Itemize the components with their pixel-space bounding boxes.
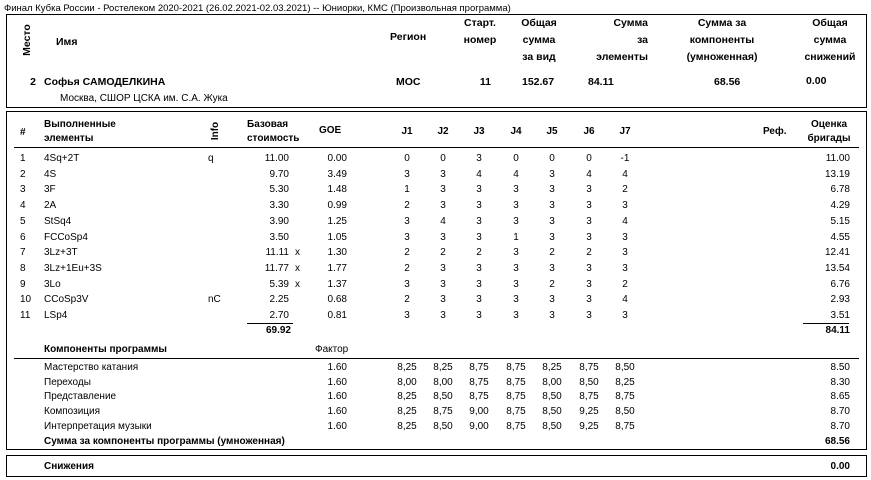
- component-judge-1: 8,25: [397, 420, 417, 432]
- element-base-value: 2.25: [269, 294, 289, 306]
- component-judge-5: 8,00: [542, 376, 562, 388]
- element-judge-5: 2: [549, 247, 555, 259]
- element-judge-5: 3: [549, 294, 555, 306]
- element-judge-7: 3: [622, 200, 628, 212]
- element-code: 4Sq+2T: [44, 153, 80, 164]
- element-goe: 1.48: [327, 184, 347, 196]
- element-panel-score: 6.78: [830, 184, 850, 196]
- element-judge-3: 3: [476, 278, 482, 290]
- judge-header-2: J2: [437, 126, 449, 137]
- element-judge-6: 3: [586, 262, 592, 274]
- skater-components-score: 68.56: [714, 76, 741, 88]
- element-judge-3: 3: [476, 215, 482, 227]
- element-goe: 0.99: [327, 200, 347, 212]
- skater-start-number: 11: [479, 76, 491, 88]
- start-number-header: Старт. номер: [463, 17, 497, 46]
- component-judge-4: 8,75: [506, 362, 526, 373]
- element-judge-5: 3: [549, 262, 555, 274]
- element-judge-4: 3: [513, 262, 519, 274]
- element-judge-4: 3: [513, 278, 519, 290]
- element-judge-1: 0: [404, 153, 410, 164]
- element-judge-4: 0: [513, 153, 519, 164]
- component-judge-2: 8,00: [433, 376, 453, 388]
- info-header: Info: [210, 121, 221, 141]
- component-name: Композиция: [44, 406, 101, 418]
- component-name: Представление: [44, 391, 117, 403]
- element-code: 3F: [44, 184, 56, 196]
- element-judge-5: 3: [549, 168, 555, 180]
- element-number: 2: [20, 168, 26, 180]
- element-judge-1: 2: [404, 247, 410, 259]
- element-goe: 0.00: [327, 153, 347, 164]
- element-judge-7: 3: [622, 247, 628, 259]
- element-judge-6: 2: [586, 247, 592, 259]
- element-panel-score: 12.41: [824, 247, 850, 259]
- element-goe: 1.25: [327, 215, 347, 227]
- component-judge-1: 8,00: [397, 376, 417, 388]
- name-header: Имя: [56, 36, 78, 48]
- judge-header-1: J1: [401, 126, 413, 137]
- referee-header: Реф.: [763, 126, 787, 137]
- component-judge-7: 8,50: [615, 362, 635, 373]
- component-score: 8.70: [830, 406, 850, 418]
- element-number: 4: [20, 200, 26, 212]
- component-judge-6: 8,75: [579, 362, 599, 373]
- component-judge-4: 8,75: [506, 406, 526, 418]
- component-factor: 1.60: [327, 406, 347, 418]
- judge-header-5: J5: [546, 126, 558, 137]
- element-judge-5: 3: [549, 184, 555, 196]
- component-judge-3: 8,75: [469, 362, 489, 373]
- element-judge-5: 3: [549, 231, 555, 243]
- skater-name: Софья САМОДЕЛКИНА: [44, 76, 166, 88]
- element-judge-2: 3: [440, 294, 446, 306]
- element-base-value: 9.70: [269, 168, 289, 180]
- element-goe: 1.37: [327, 278, 347, 290]
- element-judge-6: 3: [586, 231, 592, 243]
- component-factor: 1.60: [327, 420, 347, 432]
- element-judge-7: 3: [622, 310, 628, 321]
- component-name: Переходы: [44, 376, 91, 388]
- component-judge-3: 9,00: [469, 406, 489, 418]
- element-judge-3: 3: [476, 153, 482, 164]
- skater-elements-score: 84.11: [588, 76, 614, 88]
- element-judge-6: 3: [586, 310, 592, 321]
- element-judge-7: 2: [622, 184, 628, 196]
- component-judge-6: 9,25: [579, 420, 599, 432]
- element-number: 8: [20, 262, 26, 274]
- element-judge-5: 3: [549, 200, 555, 212]
- component-judge-2: 8,50: [433, 391, 453, 403]
- element-judge-1: 2: [404, 294, 410, 306]
- element-code: LSp4: [44, 310, 68, 321]
- component-judge-7: 8,75: [615, 391, 635, 403]
- element-judge-1: 1: [404, 184, 410, 196]
- element-code: 3Lz+3T: [44, 247, 78, 259]
- element-goe: 1.30: [327, 247, 347, 259]
- elements-sum-header: Сумма за элементы: [596, 17, 648, 63]
- element-number: 10: [20, 294, 32, 306]
- element-panel-score: 4.29: [830, 200, 850, 212]
- element-judge-4: 3: [513, 184, 519, 196]
- element-judge-7: 2: [622, 278, 628, 290]
- element-judge-4: 1: [513, 231, 519, 243]
- component-judge-3: 8,75: [469, 391, 489, 403]
- element-judge-2: 3: [440, 184, 446, 196]
- total-header: Общая сумма за вид: [521, 17, 557, 63]
- element-goe: 0.68: [327, 294, 347, 306]
- element-judge-6: 4: [586, 168, 592, 180]
- element-code: CCoSp3V: [44, 294, 89, 306]
- element-base-value: 5.30: [269, 184, 289, 196]
- element-judge-3: 3: [476, 310, 482, 321]
- component-judge-6: 8,75: [579, 391, 599, 403]
- element-judge-1: 3: [404, 215, 410, 227]
- deductions-score: 0.00: [830, 461, 850, 472]
- component-name: Мастерство катания: [44, 362, 139, 373]
- element-goe: 1.05: [327, 231, 347, 243]
- place-header: Место: [21, 24, 33, 56]
- element-judge-1: 2: [404, 262, 410, 274]
- element-judge-1: 3: [404, 278, 410, 290]
- component-judge-1: 8,25: [397, 391, 417, 403]
- skater-total: 152.67: [522, 76, 555, 88]
- component-score: 8.30: [830, 376, 850, 388]
- element-base-value: 2.70: [269, 310, 289, 321]
- element-info: q: [208, 153, 214, 164]
- element-judge-2: 0: [440, 153, 446, 164]
- element-judge-2: 2: [440, 247, 446, 259]
- element-code: FCCoSp4: [44, 231, 88, 243]
- component-judge-7: 8,75: [615, 420, 635, 432]
- element-judge-5: 3: [549, 215, 555, 227]
- element-judge-2: 3: [440, 310, 446, 321]
- base-value-header: Базовая стоимость: [247, 119, 300, 144]
- component-judge-4: 8,75: [506, 391, 526, 403]
- element-judge-1: 3: [404, 310, 410, 321]
- component-judge-6: 8,50: [579, 376, 599, 388]
- element-base-value: 3.50: [269, 231, 289, 243]
- element-judge-2: 3: [440, 262, 446, 274]
- element-number: 3: [20, 184, 26, 196]
- component-judge-5: 8,50: [542, 391, 562, 403]
- element-number: 7: [20, 247, 26, 259]
- elements-score-total: 84.11: [825, 325, 850, 336]
- judge-header-6: J6: [583, 126, 595, 137]
- element-panel-score: 11.00: [825, 153, 850, 164]
- base-value-total: 69.92: [265, 325, 291, 336]
- element-judge-7: -1: [620, 153, 630, 164]
- element-bonus-mark: x: [295, 247, 300, 259]
- component-score: 8.65: [830, 391, 850, 403]
- skater-place: 2: [30, 76, 36, 88]
- element-code: 2A: [44, 200, 57, 212]
- components-total-label: Сумма за компоненты программы (умноженная): [44, 436, 285, 447]
- judge-header-7: J7: [619, 126, 631, 137]
- element-judge-5: 0: [549, 153, 555, 164]
- element-judge-6: 3: [586, 184, 592, 196]
- element-panel-score: 5.15: [830, 215, 850, 227]
- element-judge-7: 4: [622, 294, 628, 306]
- element-judge-4: 3: [513, 200, 519, 212]
- skater-deductions: 0.00: [806, 75, 827, 87]
- component-factor: 1.60: [327, 376, 347, 388]
- element-judge-2: 4: [440, 215, 446, 227]
- score-total-rule: [803, 323, 849, 324]
- header-divider: [14, 147, 859, 148]
- element-bonus-mark: x: [295, 262, 300, 274]
- component-judge-4: 8,75: [506, 376, 526, 388]
- element-judge-1: 2: [404, 200, 410, 212]
- component-judge-5: 8,25: [542, 362, 562, 373]
- element-panel-score: 3.51: [830, 310, 850, 321]
- component-factor: 1.60: [327, 362, 347, 373]
- component-judge-5: 8,50: [542, 420, 562, 432]
- element-judge-6: 3: [586, 200, 592, 212]
- element-number-header: #: [20, 127, 26, 138]
- element-judge-2: 3: [440, 231, 446, 243]
- component-judge-2: 8,25: [433, 362, 453, 373]
- element-panel-score: 13.19: [824, 168, 850, 180]
- component-judge-3: 8,75: [469, 376, 489, 388]
- element-panel-score: 6.76: [830, 278, 850, 290]
- components-divider: [14, 358, 859, 359]
- element-panel-score: 2.93: [830, 294, 850, 306]
- element-code: StSq4: [44, 215, 72, 227]
- element-base-value: 3.30: [269, 200, 289, 212]
- element-judge-5: 3: [549, 310, 555, 321]
- component-judge-4: 8,75: [506, 420, 526, 432]
- component-score: 8.70: [830, 420, 850, 432]
- component-judge-6: 9,25: [579, 406, 599, 418]
- components-sum-header: Сумма за компоненты (умноженная): [686, 17, 758, 63]
- element-judge-4: 3: [513, 247, 519, 259]
- element-judge-6: 0: [586, 153, 592, 164]
- deductions-label: Снижения: [44, 461, 94, 472]
- goe-header: GOE: [319, 125, 342, 136]
- deductions-box: [6, 455, 867, 477]
- element-number: 9: [20, 278, 26, 290]
- element-judge-3: 3: [476, 184, 482, 196]
- skater-club: Москва, СШОР ЦСКА им. С.А. Жука: [60, 93, 228, 104]
- element-judge-2: 3: [440, 200, 446, 212]
- component-judge-2: 8,50: [433, 420, 453, 432]
- element-number: 11: [20, 310, 31, 321]
- element-panel-score: 4.55: [830, 231, 850, 243]
- element-bonus-mark: x: [295, 278, 300, 290]
- element-goe: 1.77: [327, 262, 347, 274]
- element-goe: 0.81: [327, 310, 347, 321]
- component-name: Интерпретация музыки: [44, 420, 152, 432]
- element-judge-1: 3: [404, 231, 410, 243]
- component-judge-5: 8,50: [542, 406, 562, 418]
- component-score: 8.50: [830, 362, 850, 373]
- element-judge-5: 2: [549, 278, 555, 290]
- element-judge-7: 4: [622, 168, 628, 180]
- component-judge-1: 8,25: [397, 406, 417, 418]
- element-judge-1: 3: [404, 168, 410, 180]
- components-total-score: 68.56: [824, 436, 850, 447]
- element-info: nC: [208, 294, 221, 306]
- element-number: 1: [20, 153, 26, 164]
- element-judge-7: 3: [622, 262, 628, 274]
- skater-region: МОС: [396, 76, 421, 88]
- component-judge-7: 8,50: [615, 406, 635, 418]
- element-base-value: 5.39: [269, 278, 289, 290]
- element-judge-3: 3: [476, 200, 482, 212]
- element-code: 3Lo: [44, 278, 61, 290]
- element-judge-3: 3: [476, 231, 482, 243]
- element-judge-4: 4: [513, 168, 519, 180]
- element-number: 5: [20, 215, 26, 227]
- component-factor: 1.60: [327, 391, 347, 403]
- element-judge-6: 3: [586, 278, 592, 290]
- element-judge-4: 3: [513, 310, 519, 321]
- document-title: Финал Кубка России - Ростелеком 2020-2021 (26.02.2021-02.03.2021) -- Юниорки, КМС (Произвольная программа): [4, 3, 511, 14]
- element-judge-2: 3: [440, 278, 446, 290]
- element-judge-7: 4: [622, 215, 628, 227]
- element-base-value: 11.77: [264, 262, 289, 274]
- element-name-header: Выполненные элементы: [44, 119, 116, 144]
- deductions-header: Общая сумма снижений: [804, 17, 856, 63]
- component-judge-2: 8,75: [433, 406, 453, 418]
- element-judge-4: 3: [513, 215, 519, 227]
- element-judge-6: 3: [586, 215, 592, 227]
- element-judge-2: 3: [440, 168, 446, 180]
- component-judge-1: 8,25: [397, 362, 417, 373]
- base-total-rule: [247, 323, 293, 324]
- element-base-value: 11.11: [265, 247, 289, 259]
- element-judge-3: 3: [476, 294, 482, 306]
- region-header: Регион: [390, 31, 427, 43]
- element-panel-score: 13.54: [824, 262, 850, 274]
- element-judge-3: 4: [476, 168, 482, 180]
- component-judge-7: 8,25: [615, 376, 635, 388]
- factor-header: Фактор: [315, 344, 349, 355]
- component-judge-3: 9,00: [469, 420, 489, 432]
- element-base-value: 3.90: [269, 215, 289, 227]
- element-code: 3Lz+1Eu+3S: [44, 262, 102, 274]
- element-code: 4S: [44, 168, 57, 180]
- element-base-value: 11.00: [264, 153, 289, 164]
- element-judge-7: 3: [622, 231, 628, 243]
- element-judge-3: 3: [476, 262, 482, 274]
- judge-header-3: J3: [473, 126, 485, 137]
- judge-header-4: J4: [510, 126, 522, 137]
- element-judge-6: 3: [586, 294, 592, 306]
- panel-score-header: Оценка бригады: [807, 119, 851, 144]
- element-judge-4: 3: [513, 294, 519, 306]
- element-judge-3: 2: [476, 247, 482, 259]
- components-title: Компоненты программы: [44, 344, 167, 355]
- element-goe: 3.49: [327, 168, 347, 180]
- element-number: 6: [20, 231, 26, 243]
